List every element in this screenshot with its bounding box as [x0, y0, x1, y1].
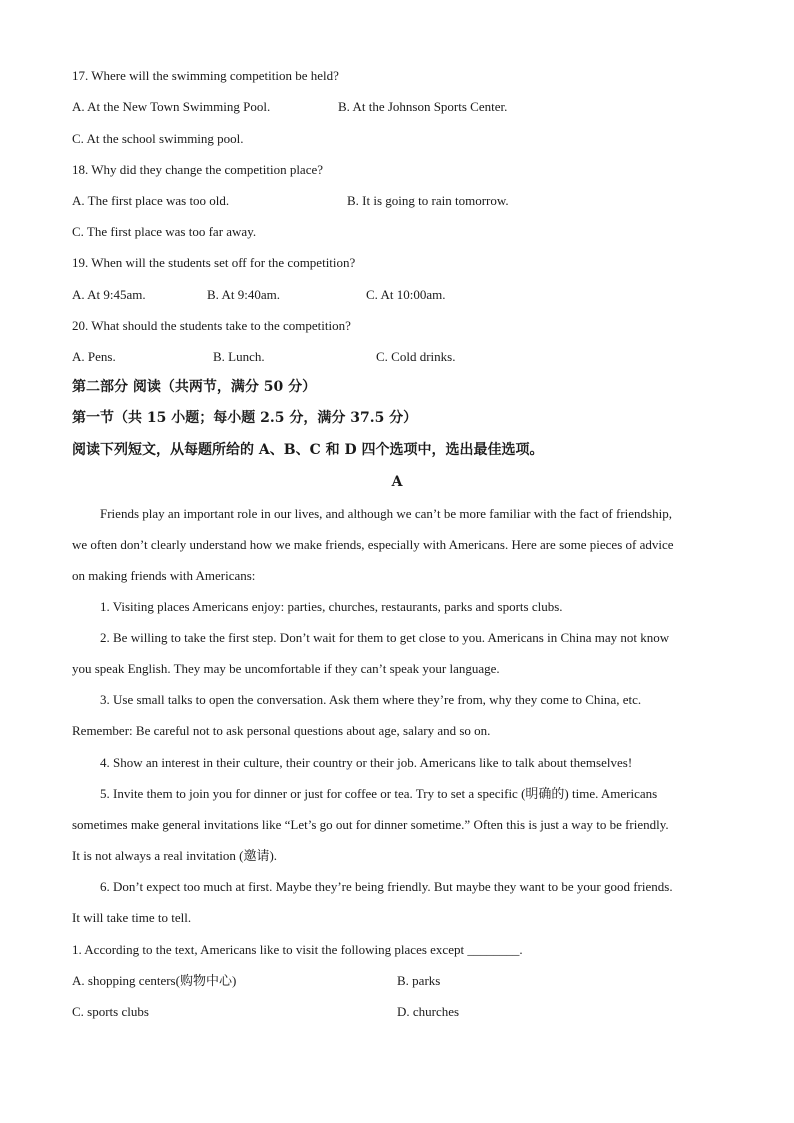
reading-instruction: 阅读下列短文，从每题所给的 A、B、C 和 D 四个选项中，选出最佳选项。	[72, 442, 544, 458]
question-17-option-b: B. At the Johnson Sports Center.	[338, 99, 508, 114]
question-17-option-a: A. At the New Town Swimming Pool.	[72, 99, 271, 114]
passage-line: 2. Be willing to take the first step. Don’t wait for them to get close to you. Americans in China may not know	[100, 630, 670, 645]
question-19-option-b: B. At 9:40am.	[207, 287, 280, 302]
passage-line: 5. Invite them to join you for dinner or just for coffee or tea. Try to set a specific (明确的) time. Americans	[100, 786, 658, 801]
question-20-option-c: C. Cold drinks.	[376, 349, 456, 364]
question-18-option-b: B. It is going to rain tomorrow.	[347, 193, 509, 208]
passage-line: 4. Show an interest in their culture, their country or their job. Americans like to talk about themselves!	[100, 755, 633, 770]
reading-question-1-stem: 1. According to the text, Americans like to visit the following places except ________.	[72, 942, 523, 957]
question-20-option-a: A. Pens.	[72, 349, 116, 364]
question-19-option-a: A. At 9:45am.	[72, 287, 146, 302]
passage-line: Friends play an important role in our lives, and although we can’t be more familiar with the fact of friendship,	[100, 506, 672, 521]
reading-question-1-option-a: A. shopping centers(购物中心)	[72, 973, 237, 988]
question-18-stem: 18. Why did they change the competition place?	[72, 162, 324, 177]
section-one-heading: 第一节（共 15 小题；每小题 2.5 分，满分 37.5 分）	[72, 410, 418, 426]
passage-line: you speak English. They may be uncomfortable if they can’t speak your language.	[72, 661, 500, 676]
passage-line: 6. Don’t expect too much at first. Maybe they’re being friendly. But maybe they want to be your good friends.	[100, 879, 673, 894]
passage-line: 1. Visiting places Americans enjoy: parties, churches, restaurants, parks and sports clubs.	[100, 599, 563, 614]
question-20-option-b: B. Lunch.	[213, 349, 265, 364]
reading-question-1-option-d: D. churches	[397, 1004, 460, 1019]
passage-line: we often don’t clearly understand how we make friends, especially with Americans. Here are some pieces of advice	[72, 537, 674, 552]
question-17-stem: 17. Where will the swimming competition be held?	[72, 68, 339, 83]
question-18-option-c: C. The first place was too far away.	[72, 224, 257, 239]
passage-letter: A	[391, 474, 403, 490]
question-19-stem: 19. When will the students set off for the competition?	[72, 255, 356, 270]
question-20-stem: 20. What should the students take to the competition?	[72, 318, 351, 333]
passage-line: sometimes make general invitations like “Let’s go out for dinner sometime.” Often this is just a way to be friendly.	[72, 817, 669, 832]
reading-question-1-option-c: C. sports clubs	[72, 1004, 149, 1019]
question-19-option-c: C. At 10:00am.	[366, 287, 446, 302]
reading-question-1-option-b: B. parks	[397, 973, 441, 988]
question-17-option-c: C. At the school swimming pool.	[72, 131, 244, 146]
passage-line: on making friends with Americans:	[72, 568, 256, 583]
part-two-heading: 第二部分 阅读（共两节，满分 50 分）	[72, 379, 317, 395]
question-18-option-a: A. The first place was too old.	[72, 193, 230, 208]
passage-line: It will take time to tell.	[72, 910, 192, 925]
passage-line: Remember: Be careful not to ask personal questions about age, salary and so on.	[72, 723, 491, 738]
passage-line: 3. Use small talks to open the conversation. Ask them where they’re from, why they come to China, etc.	[100, 692, 642, 707]
passage-line: It is not always a real invitation (邀请).	[72, 848, 278, 863]
